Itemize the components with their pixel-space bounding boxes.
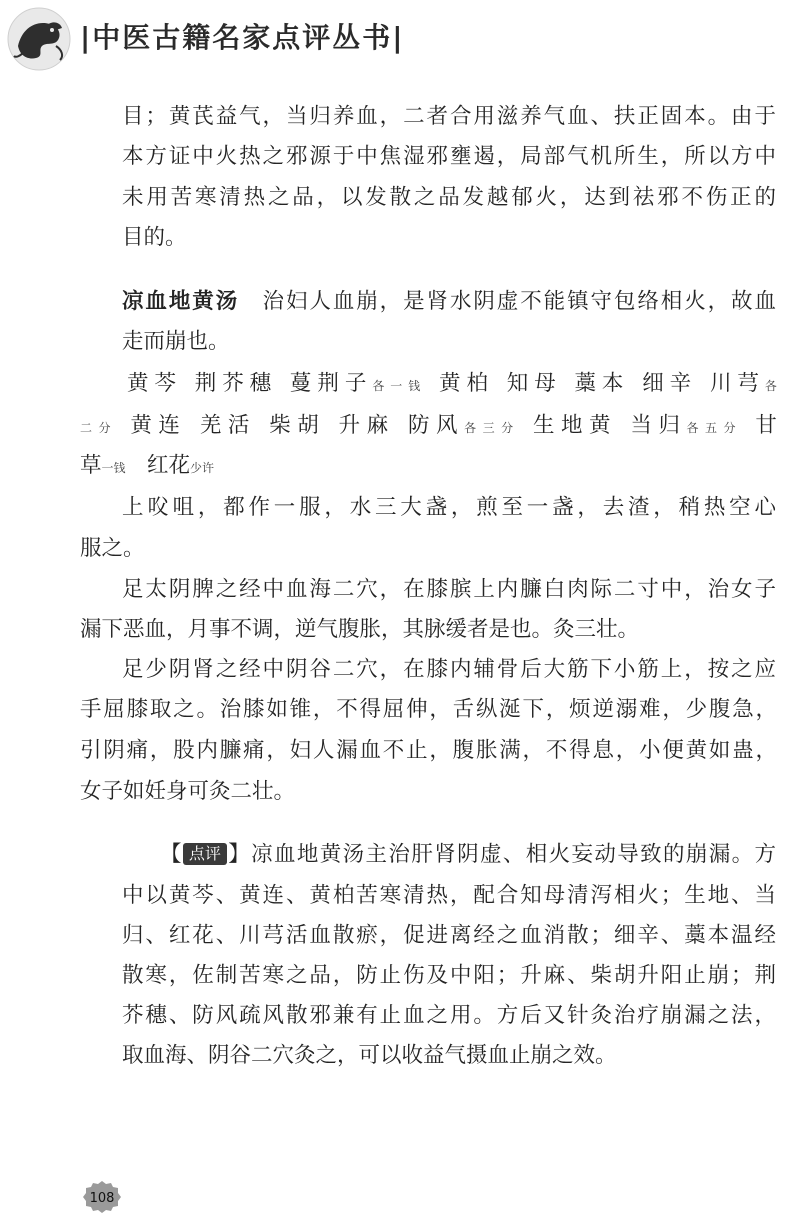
dragon-medallion-icon — [6, 6, 72, 72]
herb: 当归 — [630, 413, 687, 438]
formula-description: 治妇人血崩，是肾水阴虚不能镇守包络相火，故血 — [260, 289, 776, 314]
dosage: 二分 — [80, 421, 118, 435]
herb: 知母 — [506, 371, 562, 396]
commentary-line: 中以黄芩、黄连、黄柏苦寒清热，配合知母清泻相火；生地、当 — [122, 883, 776, 908]
text-line: 引阴痛，股内臁痛，妇人漏血不止，腹胀满，不得息，小便黄如蛊， — [80, 738, 777, 763]
dosage: 一钱 — [101, 461, 126, 475]
commentary-text: 凉血地黄汤主治肝肾阴虚、相火妄动导致的崩漏。方 — [251, 842, 776, 867]
bracket: 【 — [160, 842, 183, 867]
herb: 蔓荆子 — [289, 371, 373, 396]
text-line: 足太阴脾之经中血海二穴，在膝膑上内臁白肉际二寸中，治女子 — [122, 577, 776, 602]
bracket: 】 — [226, 842, 252, 867]
herb: 藁本 — [574, 371, 630, 396]
dosage: 各三分 — [464, 421, 520, 435]
herb: 川芎 — [709, 371, 765, 396]
herb-list-line — [80, 451, 734, 483]
text-line: 本方证中火热之邪源于中焦湿邪壅遏，局部气机所生，所以方中 — [122, 144, 776, 169]
dosage: 各一钱 — [372, 379, 427, 393]
commentary-line: 取血海、阴谷二穴灸之，可以收益气摄血止崩之效。 — [122, 1043, 617, 1068]
herb: 细辛 — [642, 371, 698, 396]
text-line: 足少阴肾之经中阴谷二穴，在膝内辅骨后大筋下小筋上，按之应 — [122, 657, 776, 682]
text-line: 手屈膝取之。治膝如锥，不得屈伸，舌纵涎下，烦逆溺难，少腹急， — [80, 697, 777, 722]
dosage: 各五分 — [686, 421, 743, 435]
herb: 黄芩 — [127, 371, 182, 396]
commentary-line: 归、红花、川芎活血散瘀，促进离经之血消散；细辛、藁本温经 — [122, 923, 776, 948]
herb-list-line — [127, 369, 777, 401]
herb: 柴胡 — [269, 413, 326, 438]
text-line: 目的。 — [122, 225, 187, 250]
herb: 甘 — [755, 413, 777, 438]
text-line: 上㕮咀，都作一服，水三大盏，煎至一盏，去渣，稍热空心 — [122, 495, 776, 520]
text-line: 走而崩也。 — [122, 329, 230, 354]
herb: 黄连 — [130, 413, 187, 438]
series-title: |中医古籍名家点评丛书| — [80, 21, 405, 54]
formula-title: 凉血地黄汤 — [122, 289, 240, 314]
herb: 红花 — [147, 453, 191, 478]
herb: 升麻 — [338, 413, 395, 438]
herb: 草 — [80, 453, 102, 478]
herb: 羌活 — [199, 413, 256, 438]
page-number-badge — [82, 1180, 122, 1214]
page-header — [0, 0, 800, 80]
dosage: 少许 — [190, 461, 215, 475]
commentary-first-line — [160, 840, 776, 870]
herb: 生地黄 — [533, 413, 618, 438]
herb-list-line — [80, 411, 777, 443]
commentary-line: 散寒，佐制苦寒之品，防止伤及中阳；升麻、柴胡升阳止崩；荆 — [122, 963, 776, 988]
herb: 黄柏 — [439, 371, 494, 396]
text-line: 女子如妊身可灸二壮。 — [80, 779, 296, 804]
dosage: 各 — [764, 379, 777, 393]
text-line: 漏下恶血，月事不调，逆气腹胀，其脉缓者是也。灸三壮。 — [80, 617, 640, 642]
commentary-line: 芥穗、防风疏风散邪兼有止血之用。方后又针灸治疗崩漏之法， — [122, 1003, 776, 1028]
text-line: 服之。 — [80, 536, 145, 561]
formula-heading-line — [122, 287, 776, 317]
text-line: 未用苦寒清热之品，以发散之品发越郁火，达到祛邪不伤正的 — [122, 185, 776, 210]
herb: 荆芥穗 — [194, 371, 278, 396]
commentary-badge: 点评 — [183, 843, 227, 865]
text-line: 目；黄芪益气，当归养血，二者合用滋养气血、扶正固本。由于 — [122, 104, 776, 129]
page-number: 108 — [89, 1191, 115, 1206]
herb: 防风 — [408, 413, 465, 438]
